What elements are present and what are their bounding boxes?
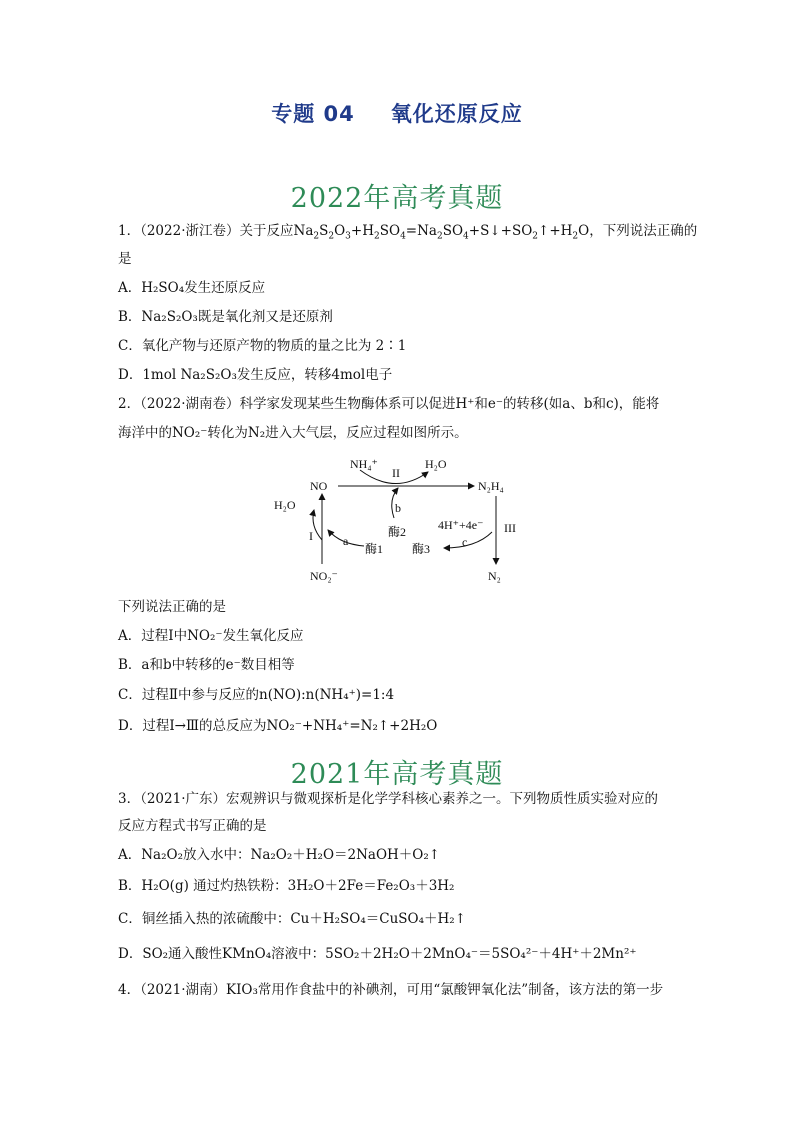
q2-prompt: 下列说法正确的是 [118,599,226,615]
label-a: a [343,534,349,548]
label-step-iii: III [504,521,516,535]
label-no2: NO₂⁻ [310,569,338,583]
q3-stem-line2: 反应方程式书写正确的是 [118,818,267,834]
q1-stem: 1．（2022·浙江卷）关于反应$Na_2S_2O_3+H_2SO_4=Na_2SO_4+S↓+SO_2↑+H_2O$，下列说法正确的 [118,223,698,242]
q3-option-d: D．SO₂通入酸性KMnO₄溶液中：5SO₂＋2H₂O＋2MnO₄⁻＝5SO₄²⁻＋4H⁺＋2Mn²⁺ [118,946,637,962]
label-nh4: NH₄⁺ [350,457,378,471]
page-title [0,98,794,128]
label-b: b [395,501,401,515]
label-h2o-top: H₂O [425,457,447,471]
title-name: 氧化还原反应 [390,102,523,126]
label-enzyme3: 酶3 [412,542,431,556]
arrow-c [444,532,492,548]
q2-option-a: A．过程Ⅰ中NO₂⁻发生氧化反应 [118,628,304,644]
q4-stem-line1: 4．（2021·湖南）KIO₃常用作食盐中的补碘剂，可用“氯酸钾氧化法”制备，该方法的第一步 [118,982,664,998]
section-heading-2022: 2022年高考真题 [290,183,504,214]
q1-option-d: D．1mol Na₂S₂O₃发生反应，转移4mol电子 [118,367,393,383]
label-no: NO [310,479,328,493]
label-n2h4: N₂H₄ [478,479,504,493]
q3-option-b: B．H₂O(g) 通过灼热铁粉：3H₂O＋2Fe＝Fe₂O₃＋3H₂ [118,878,455,894]
label-enzyme2: 酶2 [388,525,407,539]
q2-stem-line1: 2．（2022·湖南卷）科学家发现某些生物酶体系可以促进H⁺和e⁻的转移(如a、b和c)，能将 [118,396,660,412]
section-heading-2021: 2021年高考真题 [290,759,504,790]
q2-option-d: D．过程Ⅰ→Ⅲ的总反应为NO₂⁻+NH₄⁺=N₂↑+2H₂O [118,718,438,734]
q2-option-b: B．a和b中转移的e⁻数目相等 [118,657,295,673]
q1-option-b: B．Na₂S₂O₃既是氧化剂又是还原剂 [118,309,333,325]
q2-stem-line2: 海洋中的NO₂⁻转化为N₂进入大气层，反应过程如图所示。 [118,425,468,441]
reaction-diagram [270,452,530,592]
label-c: c [462,535,468,549]
arrow-h2o-left [313,510,322,540]
q2-option-c: C．过程Ⅱ中参与反应的n(NO):n(NH₄⁺)=1:4 [118,687,395,703]
q1-stem-line2: 是 [118,251,132,267]
q3-option-a: A．Na₂O₂放入水中：Na₂O₂＋H₂O＝2NaOH＋O₂↑ [118,847,441,863]
label-h2o-left: H₂O [274,498,296,512]
q1-option-c: C．氧化产物与还原产物的物质的量之比为 2∶1 [118,338,407,354]
q1-option-a: A．H₂SO₄发生还原反应 [118,280,266,296]
q1-equation: $Na_2S_2O_3+H_2SO_4=Na_2SO_4+S↓+SO_2↑+H_2O$ [293,223,590,242]
label-n2: N₂ [488,569,501,583]
q3-option-c: C．铜丝插入热的浓硫酸中：Cu＋H₂SO₄＝CuSO₄＋H₂↑ [118,911,467,927]
label-step-i: I [309,529,313,543]
label-protons: 4H⁺+4e⁻ [438,518,484,532]
title-topic: 专题 04 [271,102,355,126]
label-enzyme1: 酶1 [365,542,384,556]
q3-stem-line1: 3．（2021·广东）宏观辨识与微观探析是化学学科核心素养之一。下列物质性质实验对应的 [118,791,658,807]
label-step-ii: II [392,466,400,480]
